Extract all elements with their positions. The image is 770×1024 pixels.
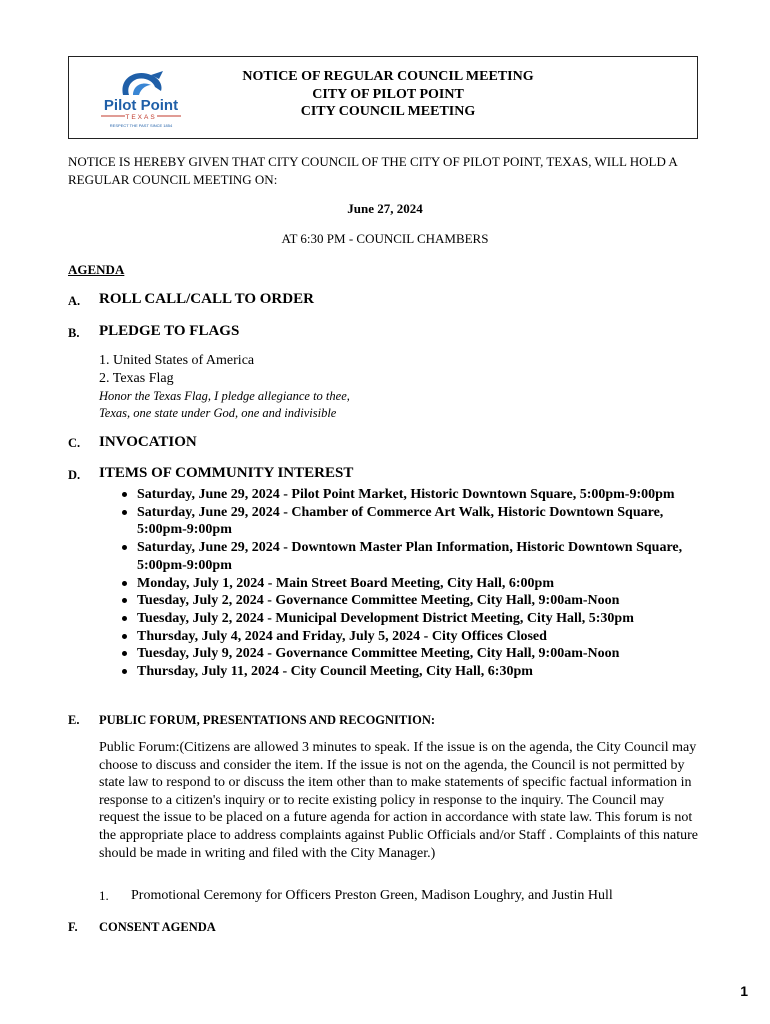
section-letter-e: E. bbox=[68, 713, 80, 727]
list-item: Saturday, June 29, 2024 - Chamber of Commerce Art Walk, Historic Downtown Square, 5:00pm-9:00pm bbox=[120, 504, 690, 539]
section-title-f: CONSENT AGENDA bbox=[99, 920, 216, 934]
section-title-d: ITEMS OF COMMUNITY INTEREST bbox=[99, 465, 354, 481]
forum-item-number: 1. bbox=[99, 888, 109, 903]
pilot-point-logo bbox=[93, 65, 189, 133]
section-letter-b: B. bbox=[68, 326, 80, 340]
header-title-line1: NOTICE OF REGULAR COUNCIL MEETING bbox=[242, 69, 534, 84]
header-box bbox=[68, 56, 698, 139]
list-item: Thursday, July 4, 2024 and Friday, July 5, 2024 - City Offices Closed bbox=[120, 628, 690, 646]
list-item: Tuesday, July 2, 2024 - Municipal Development District Meeting, City Hall, 5:30pm bbox=[120, 610, 690, 628]
list-item: Tuesday, July 2, 2024 - Governance Committee Meeting, City Hall, 9:00am-Noon bbox=[120, 592, 690, 610]
section-title-c: INVOCATION bbox=[99, 434, 197, 450]
section-letter-d: D. bbox=[68, 468, 81, 482]
list-item: Thursday, July 11, 2024 - City Council Meeting, City Hall, 6:30pm bbox=[120, 663, 690, 681]
list-item: Saturday, June 29, 2024 - Pilot Point Market, Historic Downtown Square, 5:00pm-9:00pm bbox=[120, 486, 690, 504]
texas-pledge-line2: Texas, one state under God, one and indivisible bbox=[99, 406, 337, 420]
section-letter-c: C. bbox=[68, 436, 81, 450]
logo-text: Pilot Point bbox=[103, 97, 179, 114]
header-title-line2: CITY OF PILOT POINT bbox=[312, 86, 464, 102]
pledge-item-1: 1. United States of America bbox=[99, 353, 255, 368]
section-title-b: PLEDGE TO FLAGS bbox=[99, 323, 240, 339]
pledge-item-2: 2. Texas Flag bbox=[99, 371, 174, 386]
header-titles bbox=[199, 68, 577, 121]
page-number: 1 bbox=[740, 983, 748, 999]
texas-pledge-line1: Honor the Texas Flag, I pledge allegiance to thee, bbox=[99, 389, 350, 403]
community-events-list bbox=[120, 486, 690, 681]
list-item: Tuesday, July 9, 2024 - Governance Committee Meeting, City Hall, 9:00am-Noon bbox=[120, 645, 690, 663]
section-letter-f: F. bbox=[68, 920, 78, 934]
header-title-line3: CITY COUNCIL MEETING bbox=[300, 104, 476, 119]
list-item: Saturday, June 29, 2024 - Downtown Master Plan Information, Historic Downtown Square, 5:00pm-9:00pm bbox=[120, 539, 690, 574]
section-title-e: PUBLIC FORUM, PRESENTATIONS AND RECOGNITION: bbox=[99, 713, 436, 727]
meeting-time-place: AT 6:30 PM - COUNCIL CHAMBERS bbox=[281, 231, 489, 246]
list-item: Monday, July 1, 2024 - Main Street Board Meeting, City Hall, 6:00pm bbox=[120, 575, 690, 593]
notice-text: NOTICE IS HEREBY GIVEN THAT CITY COUNCIL OF THE CITY OF PILOT POINT, TEXAS, WILL HOLD A REGULAR COUNCIL MEETING ON: bbox=[68, 154, 678, 187]
section-letter-a: A. bbox=[68, 294, 81, 308]
logo-subtext: TEXAS bbox=[125, 114, 157, 121]
public-forum-text: Public Forum:(Citizens are allowed 3 minutes to speak. If the issue is on the agenda, the City Council may choose to discuss and consider the item. If the issue is not on the agenda, the Council is not permitted by state law to respond to or discuss the item other than to make statements of specific factual information in response to a citizen's inquiry or to recite existing policy in response to the inquiry. The Council may request the issue to be placed on a future agenda for action in accordance with state law. This forum is not the appropriate place to address complaints against Public Officials and/or Staff . Complaints of this nature should be made in writing and filed with the City Manager.) bbox=[99, 740, 699, 861]
agenda-heading: AGENDA bbox=[68, 262, 125, 277]
meeting-date: June 27, 2024 bbox=[347, 201, 423, 216]
logo-tagline: RESPECT THE PAST SINCE 1854 bbox=[109, 123, 173, 128]
section-title-a: ROLL CALL/CALL TO ORDER bbox=[99, 291, 314, 307]
forum-item-text: Promotional Ceremony for Officers Preston Green, Madison Loughry, and Justin Hull bbox=[131, 888, 613, 903]
